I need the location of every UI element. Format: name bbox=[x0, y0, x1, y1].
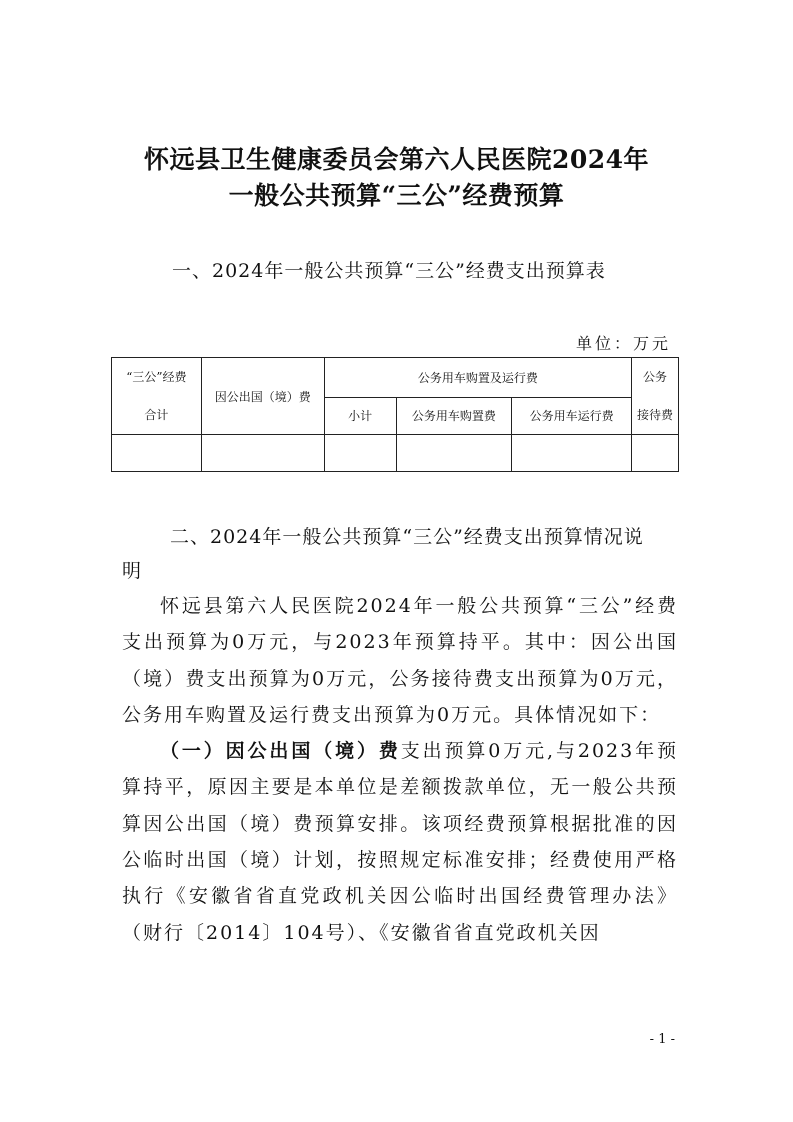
section2-heading-line2: 明 bbox=[122, 560, 143, 582]
header-reception-line1: 公务 bbox=[643, 370, 668, 384]
paragraph-abroad-heading: （一）因公出国（境）费 bbox=[160, 740, 401, 763]
cell-total bbox=[112, 435, 202, 472]
budget-table bbox=[111, 357, 679, 472]
document-title-line1: 怀远县卫生健康委员会第六人民医院2024年 bbox=[143, 145, 650, 174]
table-data-row bbox=[112, 435, 679, 472]
header-total-line1: “三公”经费 bbox=[126, 370, 187, 384]
cell-subtotal bbox=[324, 435, 396, 472]
header-vehicle-group: 公务用车购置及运行费 bbox=[324, 358, 631, 398]
unit-label: 单位：万元 bbox=[575, 334, 671, 353]
body-text bbox=[122, 588, 678, 951]
table-header-row bbox=[112, 358, 679, 398]
cell-reception bbox=[632, 435, 679, 472]
header-total bbox=[112, 358, 202, 435]
document-title-line2: 一般公共预算“三公”经费预算 bbox=[228, 181, 565, 210]
paragraph-summary: 怀远县第六人民医院2024年一般公共预算“三公”经费支出预算为0万元，与2023年预算持平。其中：因公出国（境）费支出预算为0万元，公务接待费支出预算为0万元，公务用车购置及运行费支出预算为0万元。具体情况如下： bbox=[122, 595, 678, 726]
header-vehicle-operation: 公务用车运行费 bbox=[512, 397, 632, 434]
page-number: - 1 - bbox=[649, 1032, 675, 1047]
section2-heading-line1: 二、2024年一般公共预算“三公”经费支出预算情况说 bbox=[170, 526, 644, 548]
cell-vehicle-operation bbox=[512, 435, 632, 472]
header-abroad: 因公出国（境）费 bbox=[201, 358, 324, 435]
header-vehicle-purchase: 公务用车购置费 bbox=[396, 397, 512, 434]
cell-abroad bbox=[201, 435, 324, 472]
paragraph-abroad bbox=[122, 733, 678, 951]
header-total-line2: 合计 bbox=[144, 408, 169, 422]
header-reception bbox=[632, 358, 679, 435]
paragraph-abroad-text: 支出预算0万元,与2023年预算持平，原因主要是本单位是差额拨款单位，无一般公共预算因公出国（境）费预算安排。该项经费预算根据批准的因公临时出国（境）计划，按照规定标准安排；经费使用严格执行《安徽省省直党政机关因公临时出国经费管理办法》（财行〔2014〕104号）、《安徽省省直党政机关因 bbox=[122, 740, 678, 944]
section1-heading: 一、2024年一般公共预算“三公”经费支出预算表 bbox=[172, 260, 606, 282]
header-subtotal: 小计 bbox=[324, 397, 396, 434]
cell-vehicle-purchase bbox=[396, 435, 512, 472]
section2-heading bbox=[122, 520, 682, 588]
header-reception-line2: 接待费 bbox=[637, 408, 674, 422]
